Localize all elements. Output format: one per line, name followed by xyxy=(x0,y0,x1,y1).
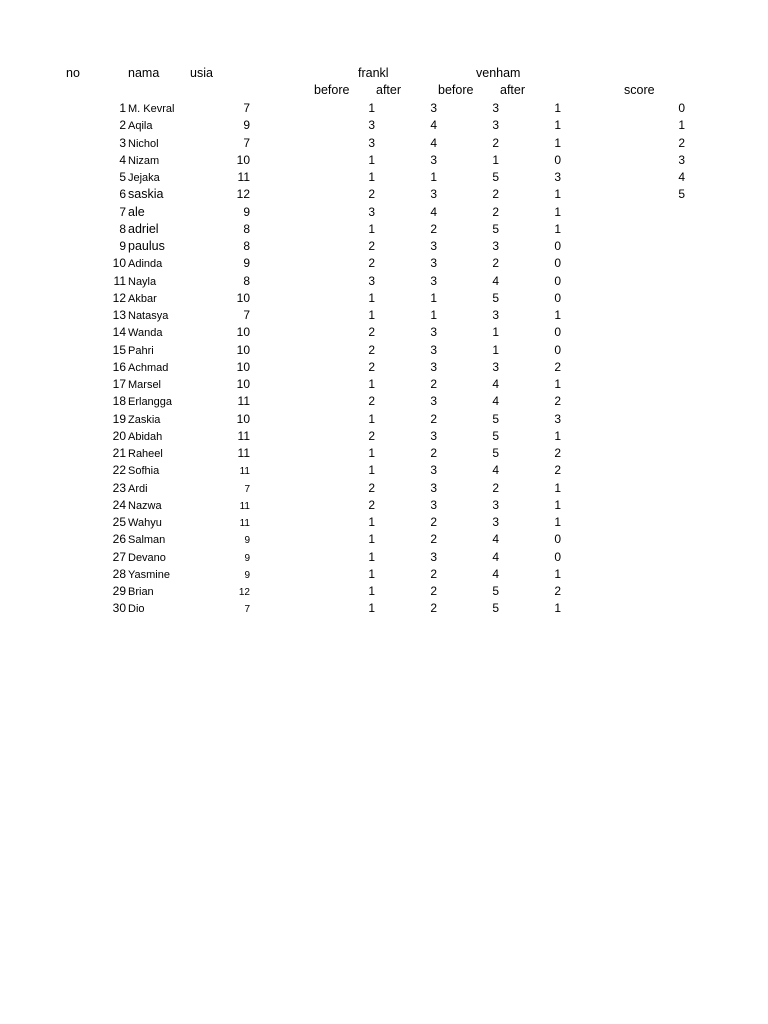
row-usia: 8 xyxy=(243,273,250,288)
header-frankl-before: before xyxy=(314,83,350,97)
row-no: 11 xyxy=(113,273,126,288)
row-venham-after: 2 xyxy=(554,584,561,598)
row-venham-before: 4 xyxy=(492,377,499,391)
row-frankl-after: 3 xyxy=(430,549,437,564)
row-no: 13 xyxy=(112,308,126,322)
row-venham-after: 1 xyxy=(554,204,561,219)
row-nama: Adinda xyxy=(128,258,163,271)
row-frankl-before: 2 xyxy=(368,497,375,512)
row-venham-after: 0 xyxy=(554,273,561,288)
row-nama: Sofhia xyxy=(128,465,160,478)
row-usia: 11 xyxy=(239,500,250,512)
row-no: 23 xyxy=(112,480,126,495)
row-venham-before: 3 xyxy=(492,359,499,374)
row-nama: Dio xyxy=(128,603,145,616)
row-venham-before: 1 xyxy=(492,152,499,167)
header-frankl-after: after xyxy=(376,83,402,97)
row-venham-before: 3 xyxy=(492,515,499,529)
row-frankl-before: 1 xyxy=(368,584,375,598)
row-venham-before: 5 xyxy=(492,446,499,460)
row-nama: Nizam xyxy=(128,154,160,167)
row-frankl-before: 1 xyxy=(368,170,375,184)
row-nama: Pahri xyxy=(128,344,154,357)
row-no: 21 xyxy=(112,446,126,460)
row-frankl-after: 4 xyxy=(430,135,437,150)
row-usia: 7 xyxy=(243,135,250,150)
row-frankl-after: 3 xyxy=(430,101,437,115)
row-nama: Jejaka xyxy=(128,172,160,184)
row-usia: 11 xyxy=(237,394,250,409)
row-frankl-after: 2 xyxy=(430,566,437,581)
row-frankl-before: 3 xyxy=(368,118,375,133)
row-venham-before: 4 xyxy=(492,549,499,564)
row-usia: 7 xyxy=(244,604,250,616)
row-no: 4 xyxy=(119,152,126,167)
score-value: 3 xyxy=(678,152,685,167)
row-frankl-after: 1 xyxy=(430,290,437,305)
row-frankl-before: 2 xyxy=(368,256,375,271)
row-frankl-before: 1 xyxy=(368,152,375,167)
score-value: 4 xyxy=(678,170,685,184)
row-no: 3 xyxy=(119,135,126,150)
header-venham-after: after xyxy=(500,83,526,97)
row-no: 27 xyxy=(112,549,126,564)
row-no: 26 xyxy=(112,532,126,547)
row-frankl-before: 3 xyxy=(368,273,375,288)
row-venham-before: 3 xyxy=(492,308,499,322)
row-no: 24 xyxy=(112,497,126,512)
row-usia: 8 xyxy=(243,221,250,236)
row-usia: 9 xyxy=(243,256,250,271)
row-frankl-before: 1 xyxy=(368,290,375,305)
row-frankl-before: 2 xyxy=(368,342,375,357)
row-venham-after: 1 xyxy=(554,308,561,322)
row-frankl-before: 1 xyxy=(368,221,375,236)
row-venham-after: 1 xyxy=(554,566,561,581)
row-venham-after: 2 xyxy=(554,463,561,478)
row-nama: paulus xyxy=(128,239,165,253)
row-no: 5 xyxy=(119,170,126,184)
row-usia: 10 xyxy=(236,411,250,426)
row-nama: Zaskia xyxy=(128,413,161,426)
row-usia: 11 xyxy=(237,428,250,443)
row-usia: 11 xyxy=(239,518,250,529)
row-venham-after: 0 xyxy=(554,290,561,305)
header-venham-before: before xyxy=(438,83,474,97)
row-frankl-after: 3 xyxy=(430,152,437,167)
row-frankl-after: 3 xyxy=(430,325,437,340)
row-nama: Ardi xyxy=(128,482,148,495)
row-frankl-after: 2 xyxy=(430,515,437,529)
row-venham-after: 3 xyxy=(554,411,561,426)
row-venham-after: 1 xyxy=(554,187,561,202)
row-venham-after: 0 xyxy=(554,256,561,271)
row-frankl-after: 2 xyxy=(430,446,437,460)
header-nama: nama xyxy=(128,66,160,80)
row-frankl-after: 2 xyxy=(430,584,437,598)
row-venham-after: 1 xyxy=(554,377,561,391)
row-no: 19 xyxy=(112,411,126,426)
row-usia: 10 xyxy=(236,325,250,340)
row-frankl-after: 2 xyxy=(430,221,437,236)
row-frankl-before: 2 xyxy=(368,394,375,409)
row-frankl-after: 3 xyxy=(430,428,437,443)
row-frankl-after: 3 xyxy=(430,239,437,253)
row-frankl-after: 2 xyxy=(430,532,437,547)
row-frankl-after: 3 xyxy=(430,394,437,409)
row-venham-before: 3 xyxy=(492,497,499,512)
row-venham-after: 0 xyxy=(554,325,561,340)
score-value: 0 xyxy=(678,101,685,115)
row-no: 14 xyxy=(112,325,126,340)
row-venham-before: 4 xyxy=(492,532,499,547)
row-frankl-before: 2 xyxy=(368,325,375,340)
row-frankl-after: 3 xyxy=(430,463,437,478)
row-venham-before: 5 xyxy=(492,428,499,443)
score-value: 5 xyxy=(678,187,685,202)
row-no: 7 xyxy=(119,204,126,219)
row-usia: 11 xyxy=(237,170,250,184)
row-venham-before: 1 xyxy=(492,342,499,357)
row-usia: 9 xyxy=(244,569,250,581)
row-frankl-before: 1 xyxy=(368,411,375,426)
row-no: 29 xyxy=(112,584,126,598)
row-frankl-after: 3 xyxy=(430,359,437,374)
row-venham-before: 3 xyxy=(492,118,499,133)
row-frankl-after: 3 xyxy=(430,256,437,271)
row-venham-after: 1 xyxy=(554,118,561,133)
row-frankl-after: 3 xyxy=(430,273,437,288)
row-frankl-before: 3 xyxy=(368,204,375,219)
row-frankl-before: 2 xyxy=(368,480,375,495)
row-no: 16 xyxy=(112,359,126,374)
row-nama: Akbar xyxy=(128,292,157,305)
row-nama: Brian xyxy=(128,586,154,598)
row-no: 2 xyxy=(119,118,126,133)
row-venham-before: 2 xyxy=(492,187,499,202)
row-usia: 11 xyxy=(239,466,250,478)
row-nama: Raheel xyxy=(128,448,163,460)
row-frankl-after: 3 xyxy=(430,187,437,202)
row-venham-after: 3 xyxy=(554,170,561,184)
row-no: 30 xyxy=(112,601,126,616)
row-usia: 9 xyxy=(243,204,250,219)
row-frankl-after: 2 xyxy=(430,601,437,616)
header-no: no xyxy=(66,66,80,80)
header-venham: venham xyxy=(476,66,521,80)
row-no: 1 xyxy=(119,101,126,115)
score-value: 1 xyxy=(678,118,685,133)
row-usia: 10 xyxy=(236,290,250,305)
row-no: 28 xyxy=(112,566,126,581)
row-frankl-after: 2 xyxy=(430,377,437,391)
row-frankl-after: 3 xyxy=(430,480,437,495)
row-frankl-before: 1 xyxy=(368,515,375,529)
row-frankl-before: 1 xyxy=(368,377,375,391)
row-venham-after: 2 xyxy=(554,446,561,460)
row-venham-after: 2 xyxy=(554,394,561,409)
row-usia: 10 xyxy=(236,377,250,391)
row-venham-after: 0 xyxy=(554,239,561,253)
row-nama: Wahyu xyxy=(128,517,162,529)
row-usia: 10 xyxy=(236,342,250,357)
row-no: 17 xyxy=(112,377,126,391)
row-frankl-before: 1 xyxy=(368,463,375,478)
row-frankl-before: 2 xyxy=(368,239,375,253)
row-frankl-after: 1 xyxy=(430,308,437,322)
row-frankl-before: 3 xyxy=(368,135,375,150)
row-usia: 8 xyxy=(243,239,250,253)
row-venham-before: 5 xyxy=(492,601,499,616)
row-usia: 12 xyxy=(236,187,250,202)
row-usia: 7 xyxy=(243,101,250,115)
row-frankl-before: 1 xyxy=(368,101,375,115)
row-nama: Wanda xyxy=(128,327,163,340)
row-nama: Erlangga xyxy=(128,396,173,409)
row-venham-after: 1 xyxy=(554,428,561,443)
row-venham-before: 4 xyxy=(492,566,499,581)
row-nama: M. Kevral xyxy=(128,103,175,115)
row-venham-before: 5 xyxy=(492,411,499,426)
row-no: 25 xyxy=(112,515,126,529)
row-venham-after: 0 xyxy=(554,549,561,564)
row-venham-before: 4 xyxy=(492,394,499,409)
header-frankl: frankl xyxy=(358,66,389,80)
row-venham-after: 0 xyxy=(554,342,561,357)
row-nama: Aqila xyxy=(128,120,153,133)
row-venham-after: 2 xyxy=(554,359,561,374)
row-frankl-before: 2 xyxy=(368,359,375,374)
row-nama: adriel xyxy=(128,221,159,236)
row-no: 12 xyxy=(112,290,126,305)
row-nama: Devano xyxy=(128,551,166,564)
row-no: 6 xyxy=(119,187,126,202)
row-no: 22 xyxy=(112,463,126,478)
row-nama: Achmad xyxy=(128,361,169,374)
row-frankl-after: 1 xyxy=(430,170,437,184)
row-venham-before: 4 xyxy=(492,463,499,478)
row-venham-before: 2 xyxy=(492,135,499,150)
row-frankl-after: 4 xyxy=(430,204,437,219)
row-frankl-before: 2 xyxy=(368,187,375,202)
row-venham-before: 3 xyxy=(492,239,499,253)
row-no: 9 xyxy=(119,239,126,253)
row-venham-before: 2 xyxy=(492,480,499,495)
row-usia: 7 xyxy=(244,483,250,495)
row-usia: 7 xyxy=(243,308,250,322)
row-usia: 10 xyxy=(236,359,250,374)
row-frankl-after: 2 xyxy=(430,411,437,426)
row-frankl-before: 1 xyxy=(368,601,375,616)
row-no: 8 xyxy=(119,221,126,236)
row-nama: Marsel xyxy=(128,379,162,391)
row-frankl-after: 4 xyxy=(430,118,437,133)
row-nama: ale xyxy=(128,204,145,219)
row-venham-after: 0 xyxy=(554,532,561,547)
row-frankl-before: 1 xyxy=(368,532,375,547)
row-venham-before: 5 xyxy=(492,290,499,305)
row-venham-after: 1 xyxy=(554,497,561,512)
row-venham-after: 1 xyxy=(554,221,561,236)
header-score: score xyxy=(624,83,655,97)
row-no: 18 xyxy=(112,394,126,409)
row-frankl-before: 1 xyxy=(368,446,375,460)
row-frankl-before: 1 xyxy=(368,549,375,564)
row-nama: Salman xyxy=(128,534,166,547)
row-venham-before: 5 xyxy=(492,584,499,598)
row-venham-before: 5 xyxy=(492,221,499,236)
header-usia: usia xyxy=(190,66,213,80)
row-nama: saskia xyxy=(128,187,164,202)
row-venham-before: 3 xyxy=(492,101,499,115)
row-venham-after: 0 xyxy=(554,152,561,167)
row-usia: 12 xyxy=(238,587,250,598)
row-usia: 10 xyxy=(236,152,250,167)
row-frankl-after: 3 xyxy=(430,342,437,357)
row-nama: Abidah xyxy=(128,430,163,443)
row-usia: 9 xyxy=(244,552,250,564)
row-usia: 11 xyxy=(237,446,250,460)
row-frankl-before: 1 xyxy=(368,308,375,322)
row-usia: 9 xyxy=(244,535,250,547)
row-venham-after: 1 xyxy=(554,135,561,150)
row-frankl-before: 2 xyxy=(368,428,375,443)
row-usia: 9 xyxy=(243,118,250,133)
row-nama: Nazwa xyxy=(128,499,162,512)
row-no: 10 xyxy=(112,256,126,271)
row-nama: Natasya xyxy=(128,310,169,322)
row-no: 15 xyxy=(112,342,126,357)
row-venham-before: 1 xyxy=(492,325,499,340)
row-frankl-before: 1 xyxy=(368,566,375,581)
row-venham-after: 1 xyxy=(554,480,561,495)
row-venham-before: 4 xyxy=(492,273,499,288)
row-venham-before: 5 xyxy=(492,170,499,184)
score-value: 2 xyxy=(678,135,685,150)
row-nama: Yasmine xyxy=(128,568,170,581)
row-nama: Nayla xyxy=(128,275,157,288)
row-nama: Nichol xyxy=(128,137,159,150)
row-venham-after: 1 xyxy=(554,101,561,115)
row-venham-before: 2 xyxy=(492,256,499,271)
row-venham-before: 2 xyxy=(492,204,499,219)
row-venham-after: 1 xyxy=(554,601,561,616)
row-venham-after: 1 xyxy=(554,515,561,529)
row-no: 20 xyxy=(112,428,126,443)
row-frankl-after: 3 xyxy=(430,497,437,512)
